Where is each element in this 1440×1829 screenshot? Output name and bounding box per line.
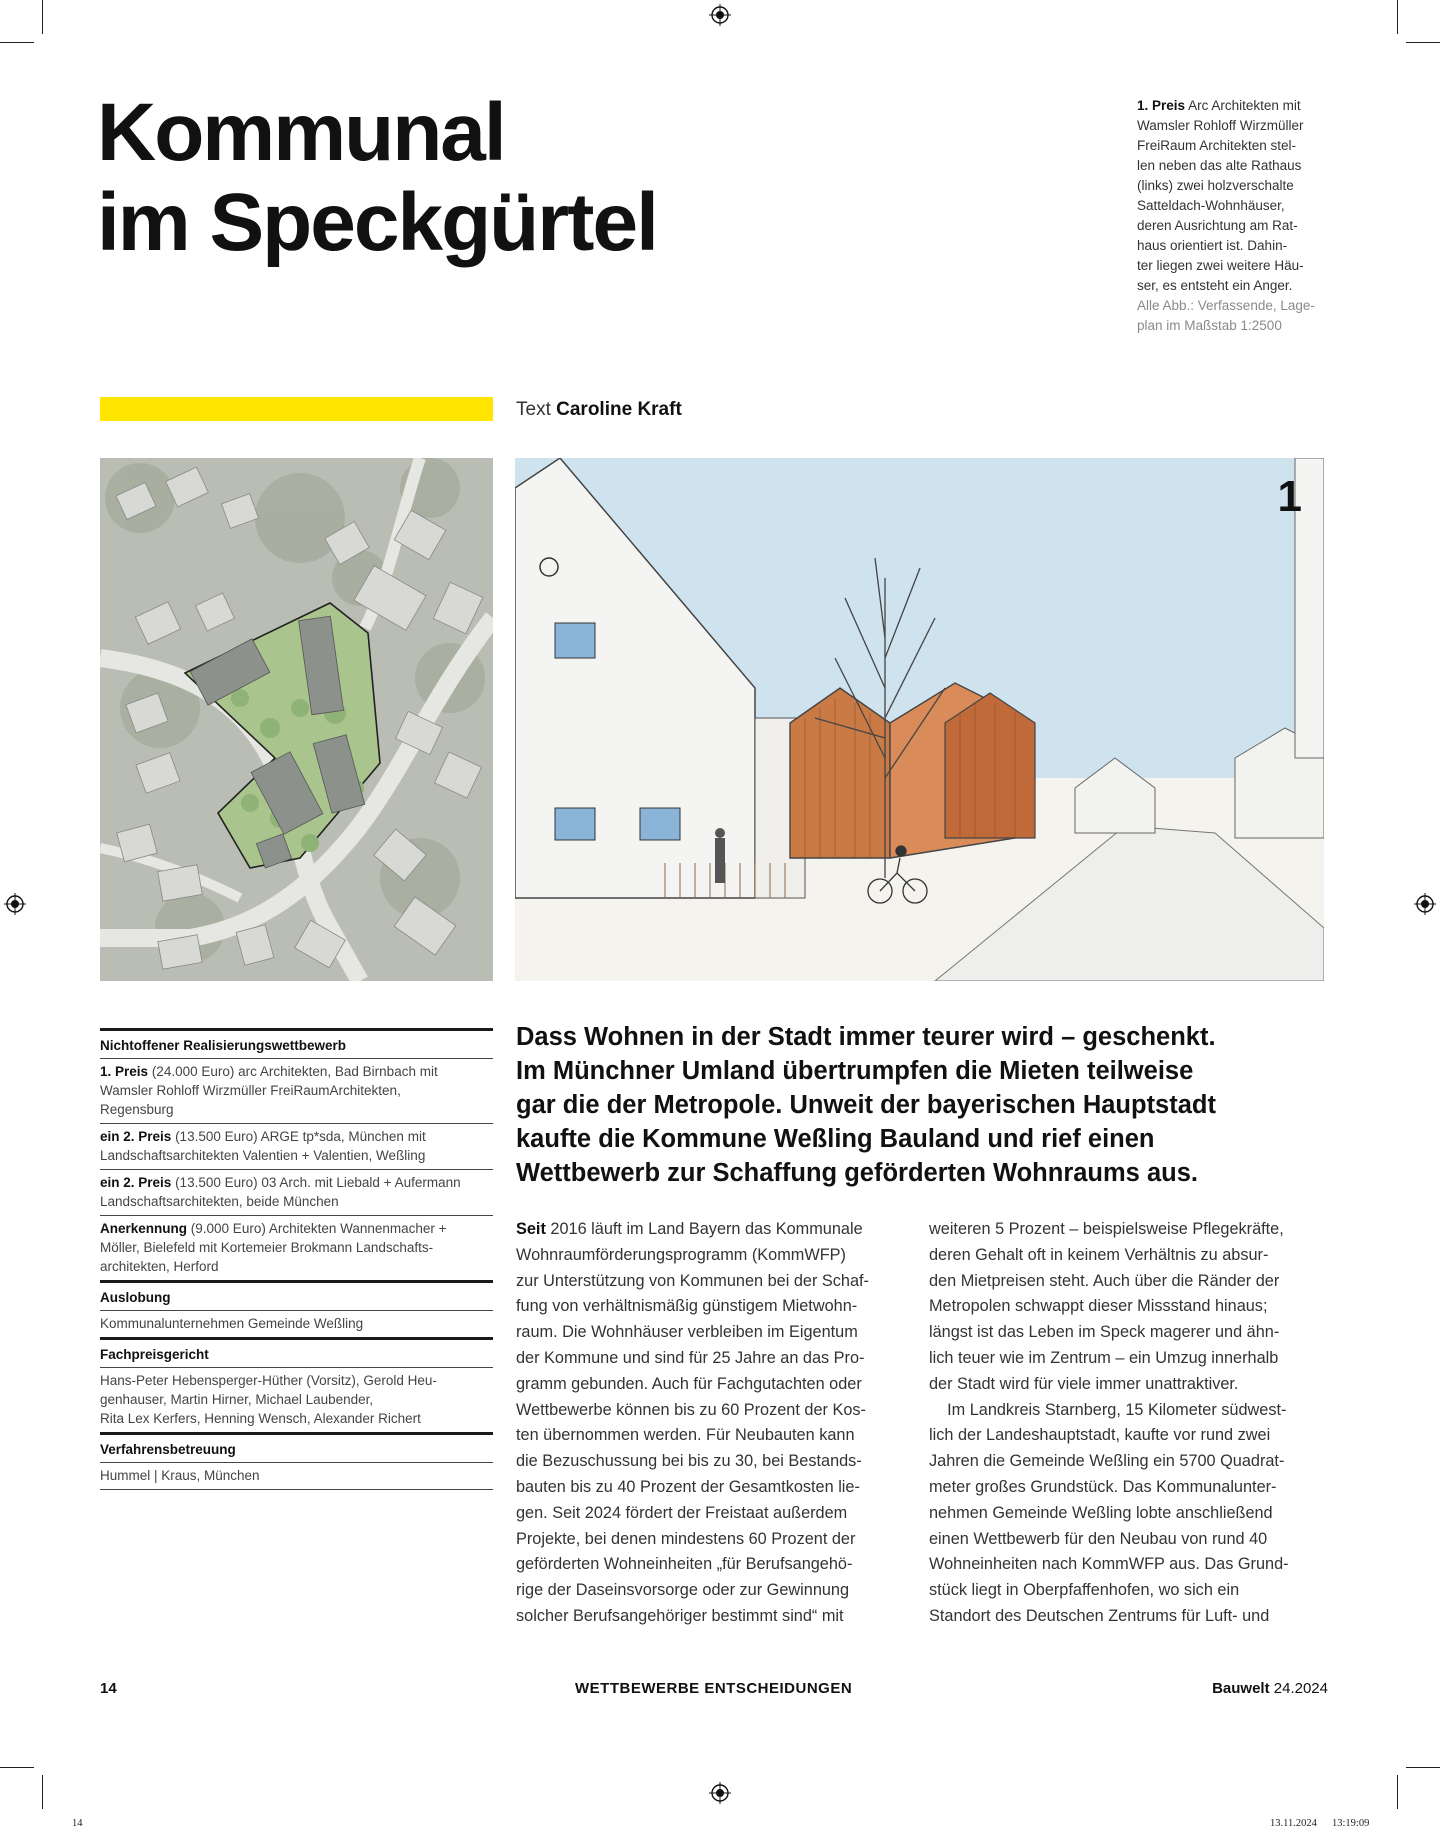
- body-initial-word: Seit: [516, 1220, 546, 1238]
- registration-mark-icon: [709, 4, 731, 26]
- body-line: gen. Seit 2024 fördert der Freistaat außerdem: [516, 1503, 848, 1522]
- lead-line: Wettbewerb zur Schaffung geförderten Wohnraums aus.: [516, 1159, 1198, 1187]
- caption-line: FreiRaum Architekten stel-: [1137, 138, 1297, 153]
- caption-line: Satteldach-Wohnhäuser,: [1137, 198, 1285, 213]
- caption-line: deren Ausrichtung am Rat-: [1137, 218, 1298, 233]
- body-line: geförderten Wohneinheiten „für Berufsangehö-: [516, 1555, 853, 1574]
- jury-line: genhauser, Martin Hirner, Michael Laubender,: [100, 1392, 374, 1407]
- prize-entry: [100, 1123, 493, 1169]
- prize-text: (13.500 Euro) ARGE tp*sda, München mit: [175, 1129, 426, 1144]
- title-line-2: im Speckgürtel: [97, 177, 657, 268]
- body-line: Im Landkreis Starnberg, 15 Kilometer südwest-: [929, 1400, 1287, 1419]
- prize-text: architekten, Herford: [100, 1259, 219, 1274]
- prize-entry: [100, 1058, 493, 1123]
- page-title: [97, 88, 797, 268]
- prize-entry: [100, 1169, 493, 1215]
- auslobung-title: Auslobung: [100, 1280, 493, 1310]
- caption-line: ter liegen zwei weitere Häu-: [1137, 258, 1304, 273]
- body-line: bauten bis zu 40 Prozent der Gesamtkosten lie-: [516, 1477, 860, 1496]
- crop-mark: [1406, 1767, 1440, 1768]
- slug-date: 13.11.2024: [1270, 1818, 1317, 1829]
- auslobung-text: Kommunalunternehmen Gemeinde Weßling: [100, 1310, 493, 1337]
- body-column-2: [929, 1217, 1324, 1630]
- infobox-title: Nichtoffener Realisierungswettbewerb: [100, 1028, 493, 1058]
- body-line: lich teuer wie im Zentrum – ein Umzug innerhalb: [929, 1348, 1279, 1367]
- crop-mark: [1397, 0, 1398, 34]
- title-line-1: Kommunal: [97, 87, 505, 178]
- body-text: 2016 läuft im Land Bayern das Kommunale: [545, 1220, 863, 1238]
- caption-line: Arc Architekten mit: [1188, 98, 1301, 113]
- figure-number: 1: [1277, 472, 1302, 521]
- body-line: weiteren 5 Prozent – beispielsweise Pflegekräfte,: [929, 1220, 1284, 1238]
- competition-infobox: [100, 1028, 493, 1490]
- byline: [516, 399, 682, 421]
- body-line: rige der Daseinsvorsorge oder zur Gewinnung: [516, 1581, 850, 1600]
- site-plan-image: [100, 458, 493, 981]
- jury-title: Fachpreisgericht: [100, 1337, 493, 1367]
- author-name: Caroline Kraft: [556, 399, 682, 420]
- prize-text: Regensburg: [100, 1102, 174, 1117]
- body-line: Projekte, bei denen mindestens 60 Prozent der: [516, 1529, 856, 1548]
- prize-label: 1. Preis: [100, 1064, 149, 1079]
- registration-mark-icon: [709, 1782, 731, 1804]
- body-line: zur Unterstützung von Kommunen bei der Schaf-: [516, 1271, 869, 1290]
- prize-text: Möller, Bielefeld mit Kortemeier Brokmann Landschafts-: [100, 1240, 434, 1255]
- crop-mark: [42, 1775, 43, 1809]
- page-number: 14: [100, 1680, 117, 1697]
- body-line: Wettbewerbe können bis zu 60 Prozent der Kos-: [516, 1400, 866, 1419]
- magazine-name: Bauwelt: [1212, 1680, 1270, 1697]
- registration-mark-icon: [4, 893, 26, 915]
- prize-text: Landschaftsarchitekten, beide München: [100, 1194, 339, 1209]
- crop-mark: [1406, 42, 1440, 43]
- body-line: stück liegt in Oberpfaffenhofen, wo sich ein: [929, 1581, 1240, 1600]
- byline-label: Text: [516, 399, 551, 420]
- accent-bar: [100, 397, 493, 421]
- jury-text: [100, 1367, 493, 1432]
- body-line: längst ist das Leben im Speck magerer und ähn-: [929, 1323, 1280, 1342]
- body-line: der Stadt wird für viele immer unattraktiver.: [929, 1374, 1239, 1393]
- body-line: raum. Die Wohnhäuser verbleiben im Eigentum: [516, 1323, 858, 1342]
- jury-line: Rita Lex Kerfers, Henning Wensch, Alexander Richert: [100, 1411, 421, 1426]
- body-line: den Mietpreisen steht. Auch über die Ränder der: [929, 1271, 1280, 1290]
- body-line: die Bezuschussung bei bis zu 30, bei Bestands-: [516, 1452, 862, 1471]
- lead-line: kaufte die Kommune Weßling Bauland und rief einen: [516, 1125, 1155, 1153]
- body-line: solcher Berufsangehöriger bestimmt sind“ mit: [516, 1606, 844, 1625]
- crop-mark: [0, 42, 34, 43]
- slug-time: 13:19:09: [1332, 1818, 1370, 1829]
- body-line: ten übernommen werden. Für Neubauten kann: [516, 1426, 855, 1445]
- prize-text: (9.000 Euro) Architekten Wannenmacher +: [190, 1221, 447, 1236]
- body-line: lich der Landeshauptstadt, kaufte vor rund zwei: [929, 1426, 1271, 1445]
- caption-line: Wamsler Rohloff Wirzmüller: [1137, 118, 1304, 133]
- body-line: gramm gebunden. Auch für Fachgutachten oder: [516, 1374, 862, 1393]
- prize-text: Wamsler Rohloff Wirzmüller FreiRaumArchitekten,: [100, 1083, 401, 1098]
- image-credit: plan im Maßstab 1:2500: [1137, 318, 1282, 333]
- prize-entry: [100, 1215, 493, 1280]
- prize-text: Landschaftsarchitekten Valentien + Valentien, Weßling: [100, 1148, 426, 1163]
- betreuung-text: Hummel | Kraus, München: [100, 1462, 493, 1490]
- body-line: Jahren die Gemeinde Weßling ein 5700 Quadrat-: [929, 1452, 1285, 1471]
- issue-info: [1212, 1680, 1328, 1697]
- crop-mark: [42, 0, 43, 34]
- prize-label: Anerkennung: [100, 1221, 188, 1236]
- crop-mark: [0, 1767, 34, 1768]
- body-line: deren Gehalt oft in keinem Verhältnis zu absur-: [929, 1245, 1269, 1264]
- lead-paragraph: [516, 1020, 1332, 1190]
- perspective-sketch-image: [515, 458, 1324, 981]
- caption-label: 1. Preis: [1137, 98, 1186, 113]
- body-line: fung von verhältnismäßig günstigem Mietwohn-: [516, 1297, 858, 1316]
- body-line: [516, 1217, 911, 1243]
- body-line: Wohnraumförderungsprogramm (KommWFP): [516, 1245, 846, 1264]
- image-credit: Alle Abb.: Verfassende, Lage-: [1137, 298, 1315, 313]
- issue-number: 24.2024: [1273, 1680, 1328, 1697]
- caption-line: len neben das alte Rathaus: [1137, 158, 1302, 173]
- body-line: einen Wettbewerb für den Neubau von rund 40: [929, 1529, 1268, 1548]
- caption-line: haus orientiert ist. Dahin-: [1137, 238, 1288, 253]
- figure-caption: [1137, 96, 1337, 336]
- caption-line: ser, es entsteht ein Anger.: [1137, 278, 1293, 293]
- body-line: Standort des Deutschen Zentrums für Luft- und: [929, 1606, 1270, 1625]
- jury-line: Hans-Peter Hebensperger-Hüther (Vorsitz), Gerold Heu-: [100, 1373, 437, 1388]
- body-line: meter großes Grundstück. Das Kommunalunter-: [929, 1477, 1277, 1496]
- prize-label: ein 2. Preis: [100, 1129, 172, 1144]
- body-line: Metropolen schwappt dieser Missstand hinaus;: [929, 1297, 1268, 1316]
- prize-text: (13.500 Euro) 03 Arch. mit Liebald + Aufermann: [175, 1175, 461, 1190]
- registration-mark-icon: [1414, 893, 1436, 915]
- body-line: nehmen Gemeinde Weßling lobte anschließend: [929, 1503, 1273, 1522]
- prize-label: ein 2. Preis: [100, 1175, 172, 1190]
- caption-line: (links) zwei holzverschalte: [1137, 178, 1294, 193]
- prize-text: (24.000 Euro) arc Architekten, Bad Birnbach mit: [151, 1064, 438, 1079]
- body-column-1: [516, 1217, 911, 1630]
- lead-line: Dass Wohnen in der Stadt immer teurer wird – geschenkt.: [516, 1023, 1216, 1051]
- betreuung-title: Verfahrensbetreuung: [100, 1432, 493, 1462]
- body-line: der Kommune und sind für 25 Jahre an das Pro-: [516, 1348, 865, 1367]
- lead-line: gar die der Metropole. Unweit der bayerischen Hauptstadt: [516, 1091, 1216, 1119]
- section-name: WETTBEWERBE ENTSCHEIDUNGEN: [575, 1680, 853, 1697]
- slug-page: 14: [72, 1818, 83, 1829]
- crop-mark: [1397, 1775, 1398, 1809]
- lead-line: Im Münchner Umland übertrumpfen die Mieten teilweise: [516, 1057, 1194, 1085]
- body-line: Wohneinheiten nach KommWFP aus. Das Grund-: [929, 1555, 1289, 1574]
